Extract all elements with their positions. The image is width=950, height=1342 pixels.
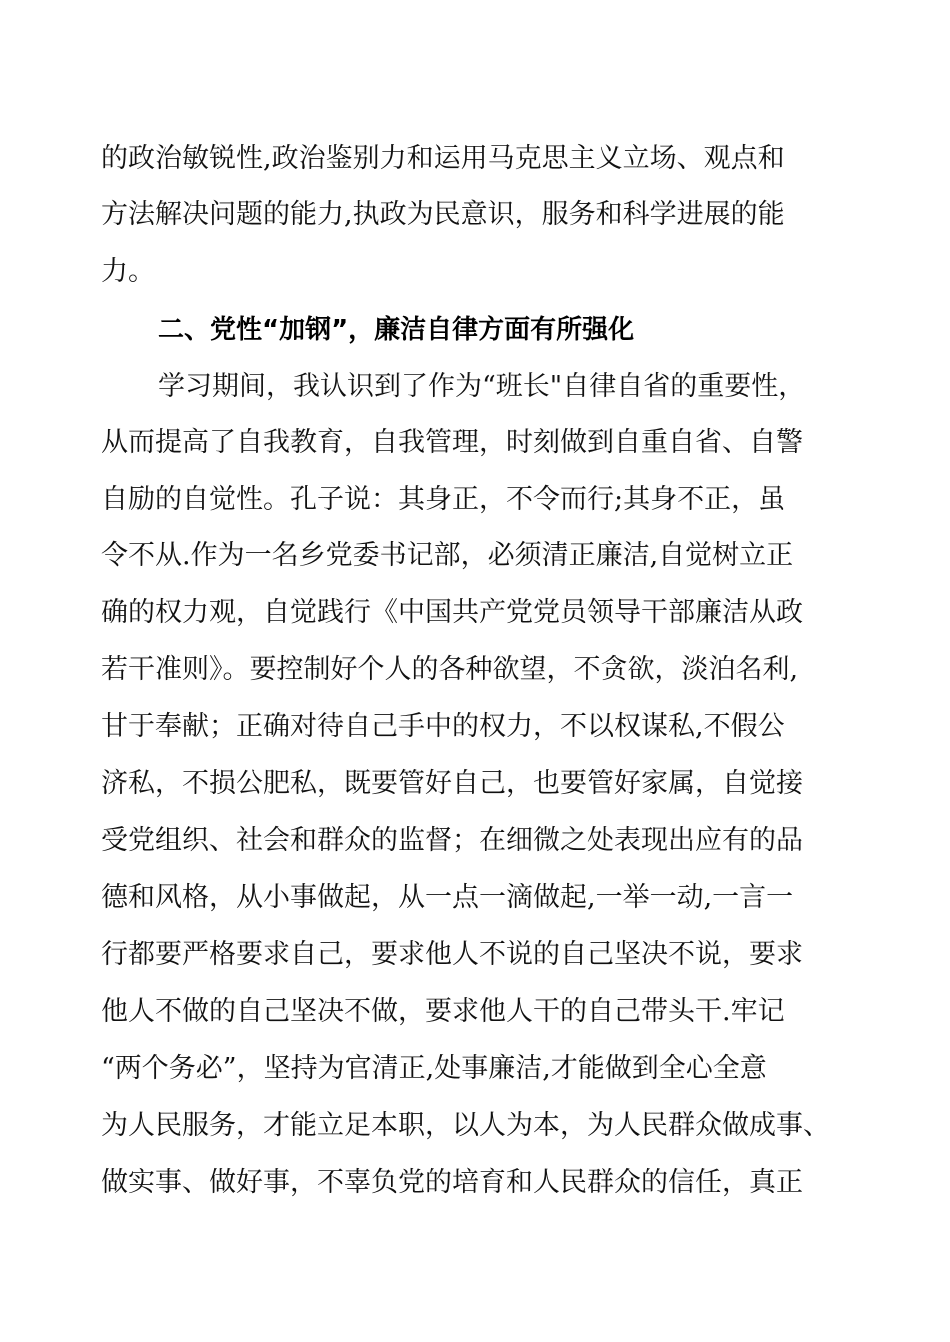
text-line: 确的权力观，自觉践行《中国共产党党员领导干部廉洁从政 — [101, 597, 803, 628]
text-line: 甘于奉献；正确对待自己手中的权力，不以权谋私,不假公 — [101, 711, 785, 742]
section-heading: 二、党性“加钢”，廉洁自律方面有所强化 — [158, 315, 635, 345]
text-line: 受党组织、社会和群众的监督；在细微之处表现出应有的品 — [101, 825, 803, 856]
text-line: 自励的自觉性。孔子说：其身正，不令而行;其身不正，虽 — [101, 484, 786, 515]
text-line: 力。 — [101, 256, 155, 287]
text-line: 从而提高了自我教育，自我管理，时刻做到自重自省、自警 — [101, 427, 803, 458]
text-line: 为人民服务，才能立足本职，以人为本，为人民群众做成事、 — [101, 1110, 830, 1141]
text-line: 的政治敏锐性,政治鉴别力和运用马克思主义立场、观点和 — [101, 143, 785, 174]
text-line: 德和风格，从小事做起，从一点一滴做起,一举一动,一言一 — [101, 882, 794, 913]
text-line: 方法解决问题的能力,执政为民意识，服务和科学进展的能 — [101, 199, 785, 230]
text-line: 济私，不损公肥私，既要管好自己，也要管好家属，自觉接 — [101, 768, 803, 799]
text-line: 做实事、做好事，不辜负党的培育和人民群众的信任，真正 — [101, 1167, 803, 1198]
text-line: 若干准则》。要控制好个人的各种欲望，不贪欲，淡泊名利, — [101, 654, 799, 685]
text-line: 令不从.作为一名乡党委书记部，必须清正廉洁,自觉树立正 — [101, 540, 794, 571]
text-line: 他人不做的自己坚决不做，要求他人干的自己带头干.牢记 — [101, 996, 785, 1027]
text-line: 学习期间，我认识到了作为“班长"自律自省的重要性， — [158, 371, 806, 402]
text-line: 行都要严格要求自己，要求他人不说的自己坚决不说，要求 — [101, 939, 803, 970]
text-line: “两个务必”，坚持为官清正,处事廉洁,才能做到全心全意 — [101, 1053, 767, 1084]
